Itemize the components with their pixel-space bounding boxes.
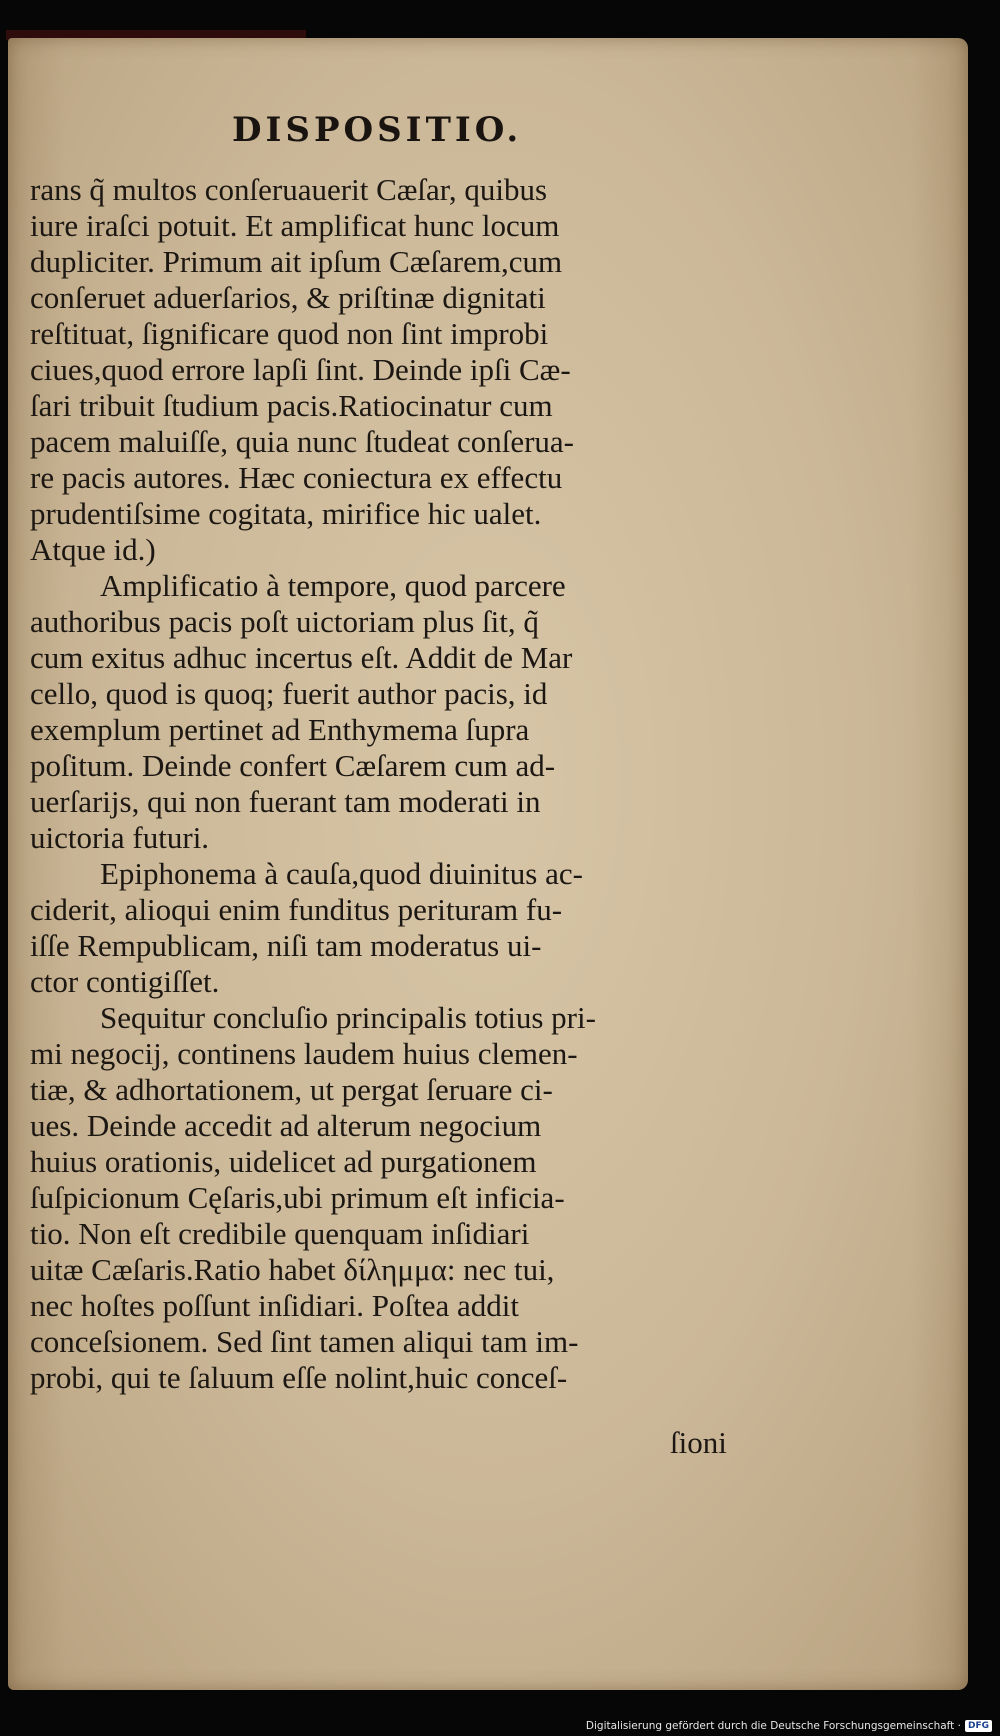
text-line: iſſe Rempublicam, niſi tam moderatus ui- bbox=[30, 928, 542, 963]
text-line: ctor contigiſſet. bbox=[30, 964, 220, 999]
text-line: cum exitus adhuc incertus eſt. Addit de Mar bbox=[30, 640, 573, 675]
text-line: ciues,quod errore lapſi ſint. Deinde ipſi Cæ- bbox=[30, 352, 571, 387]
text-line: poſitum. Deinde confert Cæſarem cum ad- bbox=[30, 748, 556, 783]
text-line: uerſarijs, qui non fuerant tam moderati in bbox=[30, 784, 541, 819]
text-line: nec hoſtes poſſunt inſidiari. Poſtea addit bbox=[30, 1288, 520, 1323]
text-line: uictoria futuri. bbox=[30, 820, 210, 855]
text-line: ſari tribuit ſtudium pacis.Ratiocinatur cum bbox=[30, 388, 553, 423]
body-text bbox=[30, 172, 750, 1396]
text-line: Amplificatio à tempore, quod parcere bbox=[100, 568, 566, 603]
text-line: conſeruet aduerſarios, & priſtinæ dignitati bbox=[30, 280, 546, 315]
text-line: pacem maluiſſe, quia nunc ſtudeat conſerua- bbox=[30, 424, 574, 459]
text-line: authoribus pacis poſt uictoriam plus ſit, q̃ bbox=[30, 604, 539, 639]
text-line: dupliciter. Primum ait ipſum Cæſarem,cum bbox=[30, 244, 563, 279]
text-line: iure iraſci potuit. Et amplificat hunc locum bbox=[30, 208, 560, 243]
text-line: huius orationis, uidelicet ad purgationem bbox=[30, 1144, 537, 1179]
text-line: mi negocij, continens laudem huius clemen- bbox=[30, 1036, 578, 1071]
dfg-logo: DFG bbox=[965, 1720, 992, 1732]
credit-text: Digitalisierung gefördert durch die Deutsche Forschungsgemeinschaft · bbox=[585, 1720, 961, 1732]
text-line: reſtituat, ſignificare quod non ſint improbi bbox=[30, 316, 549, 351]
digitization-credit bbox=[586, 1720, 992, 1732]
text-line: uitæ Cæſaris.Ratio habet δίλημμα: nec tui, bbox=[30, 1252, 555, 1287]
text-line: re pacis autores. Hæc coniectura ex effectu bbox=[30, 460, 563, 495]
text-line: ſuſpicionum Cęſaris,ubi primum eſt inficia- bbox=[30, 1180, 565, 1215]
text-line: probi, qui te ſaluum eſſe nolint,huic conceſ- bbox=[30, 1360, 568, 1395]
text-line: cello, quod is quoq; fuerit author pacis, id bbox=[30, 676, 548, 711]
text-line: conceſsionem. Sed ſint tamen aliqui tam im- bbox=[30, 1324, 579, 1359]
text-line: prudentiſsime cogitata, mirifice hic ualet. bbox=[30, 496, 542, 531]
text-line: tio. Non eſt credibile quenquam inſidiari bbox=[30, 1216, 530, 1251]
text-line: ciderit, alioqui enim funditus perituram fu- bbox=[30, 892, 563, 927]
running-head: DISPOSITIO. bbox=[232, 110, 523, 150]
text-line: tiæ, & adhortationem, ut pergat ſeruare ci- bbox=[30, 1072, 553, 1107]
text-line: rans q̃ multos conſeruauerit Cæſar, quibus bbox=[30, 172, 548, 207]
catchword: ſioni bbox=[670, 1425, 727, 1460]
text-line: Epiphonema à cauſa,quod diuinitus ac- bbox=[100, 856, 583, 891]
text-line: Sequitur concluſio principalis totius pri- bbox=[100, 1000, 596, 1035]
text-line: exemplum pertinet ad Enthymema ſupra bbox=[30, 712, 530, 747]
text-line: ues. Deinde accedit ad alterum negocium bbox=[30, 1108, 542, 1143]
text-line: Atque id.) bbox=[30, 532, 156, 567]
